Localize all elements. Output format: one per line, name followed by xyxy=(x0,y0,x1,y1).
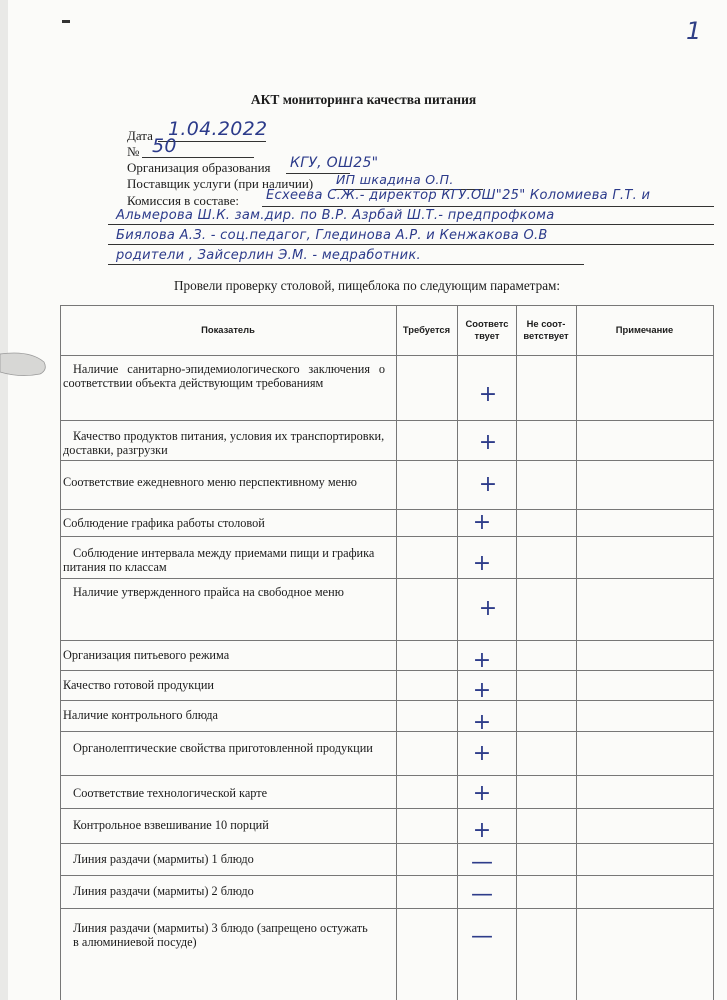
compliance-mark: + xyxy=(472,678,492,703)
header-indicator: Показатель xyxy=(201,324,255,335)
row-text: Органолептические свойства приготовленной продукции xyxy=(73,741,373,755)
row-text: Качество готовой продукции xyxy=(63,678,214,692)
staple-hole xyxy=(0,348,52,378)
compliance-mark: + xyxy=(472,818,492,843)
commission-label: Комиссия в составе: xyxy=(127,193,239,208)
number-label: № xyxy=(127,144,140,159)
row-text: Линия раздачи (мармиты) 2 блюдо xyxy=(73,884,254,898)
compliance-mark: + xyxy=(478,472,498,497)
compliance-mark: — xyxy=(471,882,493,907)
row-text: Соблюдение интервала между приемами пищи и графика питания по классам xyxy=(63,546,375,574)
commission-line-4: родители , Зайсерлин Э.М. - медработник. xyxy=(116,248,421,263)
row-text: Качество продуктов питания, условия их транспортировки, доставки, разгрузки xyxy=(63,429,385,457)
row-text: Соответствие ежедневного меню перспективному меню xyxy=(63,475,357,489)
provider-value: ИП шкадина О.П. xyxy=(336,172,454,187)
header-noncompliant: Не соот- ветствует xyxy=(523,318,569,341)
provider-label: Поставщик услуги (при наличии) xyxy=(127,176,314,191)
row-text: Линия раздачи (мармиты) 3 блюдо (запрещено остужать в алюминиевой посуде) xyxy=(73,921,368,949)
row-text: Соответствие технологической карте xyxy=(73,786,268,800)
compliance-mark: + xyxy=(472,551,492,576)
commission-line-3: Биялова А.З. - соц.педагог, Глединова А.Р. и Кенжакова О.В xyxy=(116,228,548,243)
row-text: Наличие утвержденного прайса на свободное меню xyxy=(73,585,344,599)
document-title: АКТ мониторинга качества питания xyxy=(250,92,477,107)
commission-line-1: Есхеева С.Ж.- директор КГУ.ОШ"25" Коломиева Г.Т. и xyxy=(266,188,651,203)
corner-mark xyxy=(62,20,70,23)
date-value: 1.04.2022 xyxy=(168,118,268,140)
header-required: Требуется xyxy=(402,324,451,335)
compliance-mark: + xyxy=(472,781,492,806)
row-text: Контрольное взвешивание 10 порций xyxy=(73,818,269,832)
row-text: Линия раздачи (мармиты) 1 блюдо xyxy=(73,852,254,866)
commission-line-2: Альмерова Ш.К. зам.дир. по В.Р. Азрбай Ш.Т.- предпрофкома xyxy=(116,208,555,223)
compliance-mark: — xyxy=(471,850,493,875)
page-number: 1 xyxy=(686,17,702,45)
row-text: Наличие контрольного блюда xyxy=(63,708,218,722)
compliance-mark: + xyxy=(472,648,492,673)
header-compliant: Соответс твует xyxy=(465,318,509,341)
organization-value: КГУ, ОШ25" xyxy=(290,155,379,171)
compliance-mark: + xyxy=(478,382,498,407)
intro-text: Провели проверку столовой, пищеблока по следующим параметрам: xyxy=(174,278,561,293)
date-label: Дата xyxy=(127,128,153,143)
compliance-mark: — xyxy=(471,924,493,949)
compliance-mark: + xyxy=(472,741,492,766)
number-value: 50 xyxy=(152,135,177,157)
organization-label: Организация образования xyxy=(127,160,271,175)
compliance-mark: + xyxy=(478,430,498,455)
compliance-mark: + xyxy=(478,596,498,621)
row-text: Соблюдение графика работы столовой xyxy=(63,516,265,530)
header-note: Примечание xyxy=(615,324,674,335)
compliance-mark: + xyxy=(472,510,492,535)
row-text: Наличие санитарно-эпидемиологического заключения о соответствии объекта действующим требованиям xyxy=(63,362,385,390)
row-text: Организация питьевого режима xyxy=(63,648,230,662)
compliance-mark: + xyxy=(472,710,492,735)
document-page xyxy=(8,0,727,1000)
